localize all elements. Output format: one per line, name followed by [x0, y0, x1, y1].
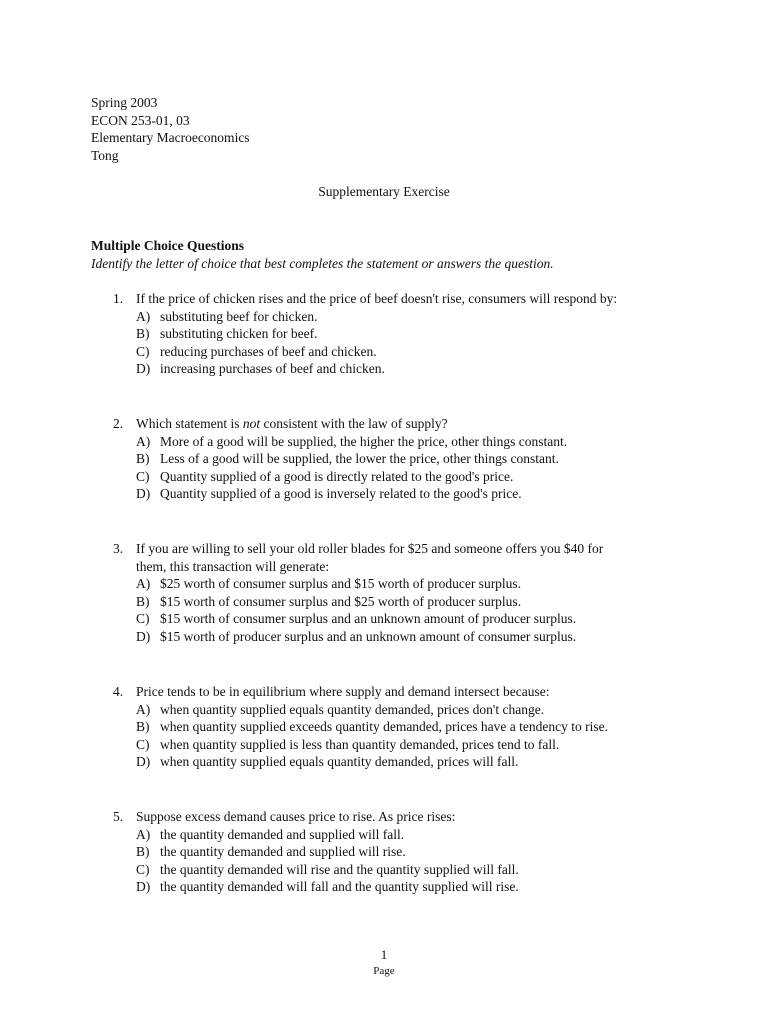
- stem-text: Which statement is: [136, 416, 243, 431]
- term-line: Spring 2003: [91, 95, 158, 110]
- choice-a: [0, 308, 768, 326]
- question-number: 3.: [113, 541, 124, 556]
- section-heading: Multiple Choice Questions: [91, 238, 245, 253]
- choice-b: [0, 325, 768, 343]
- question-stem: If you are willing to sell your old roller blades for $25 and someone offers you $40 for: [136, 541, 604, 556]
- document-title: Supplementary Exercise: [318, 184, 450, 199]
- choice-letter: D): [136, 628, 151, 644]
- choice-d: [0, 753, 768, 771]
- choice-c: [0, 861, 768, 879]
- choice-letter: B): [136, 844, 150, 859]
- choice-text: the quantity demanded will fall and the quantity supplied will rise.: [160, 879, 519, 894]
- question-number: 1.: [113, 291, 124, 306]
- choice-letter: B): [136, 719, 150, 734]
- choice-d: [0, 485, 768, 503]
- choice-text: $15 worth of consumer surplus and an unknown amount of producer surplus.: [160, 611, 577, 626]
- choice-b: [0, 450, 768, 468]
- choice-letter: D): [136, 754, 151, 769]
- course-header: [91, 94, 250, 164]
- question-number: 2.: [113, 416, 124, 431]
- choice-letter: B): [136, 451, 150, 466]
- question-stem-line: [0, 290, 768, 308]
- choice-text: More of a good will be supplied, the higher the price, other things constant.: [160, 433, 568, 449]
- choice-text: increasing purchases of beef and chicken.: [160, 361, 385, 376]
- choice-letter: C): [136, 611, 150, 626]
- choice-letter: D): [136, 879, 151, 894]
- choice-b: [0, 718, 768, 736]
- stem-emphasis: not: [242, 416, 261, 431]
- question-stem: [136, 415, 448, 433]
- question-stem-line: [0, 683, 768, 701]
- choice-c: [0, 468, 768, 486]
- question-1: [0, 290, 768, 378]
- question-5: [0, 808, 768, 896]
- question-stem: If the price of chicken rises and the price of beef doesn't rise, consumers will respond by:: [136, 291, 618, 306]
- question-stem-line: [0, 415, 768, 433]
- choice-a: [0, 701, 768, 719]
- choice-letter: C): [136, 343, 150, 359]
- choice-letter: A): [136, 701, 151, 717]
- question-stem-line: [0, 808, 768, 826]
- course-name-line: Elementary Macroeconomics: [91, 130, 250, 145]
- choice-letter: A): [136, 826, 151, 842]
- choice-c: [0, 610, 768, 628]
- choice-letter: B): [136, 326, 150, 341]
- choice-letter: C): [136, 736, 150, 752]
- choice-letter: C): [136, 861, 150, 877]
- choice-c: [0, 343, 768, 361]
- question-number: 4.: [113, 684, 124, 699]
- question-stem: Price tends to be in equilibrium where supply and demand intersect because:: [136, 684, 550, 699]
- question-stem: Suppose excess demand causes price to rise. As price rises:: [136, 809, 456, 824]
- choice-text: substituting chicken for beef.: [160, 326, 318, 341]
- choice-letter: B): [136, 593, 150, 609]
- choice-text: Quantity supplied of a good is inversely related to the good's price.: [160, 486, 522, 501]
- choice-letter: C): [136, 468, 150, 484]
- choice-a: [0, 575, 768, 593]
- choice-letter: A): [136, 308, 151, 324]
- choice-text: the quantity demanded and supplied will fall.: [160, 826, 405, 842]
- question-4: [0, 683, 768, 771]
- choice-text: the quantity demanded and supplied will rise.: [160, 844, 406, 859]
- choice-text: the quantity demanded will rise and the quantity supplied will fall.: [160, 861, 519, 877]
- choice-b: [0, 593, 768, 611]
- choice-text: substituting beef for chicken.: [160, 308, 318, 324]
- choice-d: [0, 360, 768, 378]
- page-label: Page: [373, 965, 395, 977]
- instructor-line: Tong: [91, 147, 119, 163]
- choice-c: [0, 736, 768, 754]
- choice-letter: A): [136, 433, 151, 449]
- question-3: [0, 540, 768, 645]
- question-number: 5.: [113, 809, 124, 824]
- choice-a: [0, 826, 768, 844]
- choice-text: $15 worth of consumer surplus and $25 worth of producer surplus.: [160, 593, 522, 609]
- choice-letter: A): [136, 576, 151, 591]
- choice-text: when quantity supplied is less than quantity demanded, prices tend to fall.: [160, 736, 560, 752]
- question-2: [0, 415, 768, 503]
- choice-letter: D): [136, 486, 151, 501]
- section-instructions: Identify the letter of choice that best completes the statement or answers the question.: [91, 256, 554, 271]
- question-stem-line: [0, 540, 768, 558]
- choice-text: when quantity supplied equals quantity demanded, prices don't change.: [160, 701, 545, 717]
- choice-text: when quantity supplied equals quantity demanded, prices will fall.: [160, 754, 519, 769]
- choice-letter: D): [136, 361, 151, 376]
- choice-b: [0, 843, 768, 861]
- choice-text: $25 worth of consumer surplus and $15 worth of producer surplus.: [160, 576, 522, 591]
- question-stem-line: [0, 558, 768, 576]
- choice-text: $15 worth of producer surplus and an unknown amount of consumer surplus.: [160, 628, 577, 644]
- choice-d: [0, 878, 768, 896]
- course-code-line: ECON 253-01, 03: [91, 112, 190, 128]
- stem-text: consistent with the law of supply?: [260, 416, 448, 431]
- choice-a: [0, 433, 768, 451]
- question-stem: them, this transaction will generate:: [136, 558, 330, 574]
- choice-text: Less of a good will be supplied, the lower the price, other things constant.: [160, 451, 559, 466]
- choice-text: reducing purchases of beef and chicken.: [160, 343, 377, 359]
- choice-d: [0, 628, 768, 646]
- choice-text: Quantity supplied of a good is directly related to the good's price.: [160, 468, 514, 484]
- page-number: 1: [380, 947, 388, 962]
- choice-text: when quantity supplied exceeds quantity demanded, prices have a tendency to rise.: [160, 719, 608, 734]
